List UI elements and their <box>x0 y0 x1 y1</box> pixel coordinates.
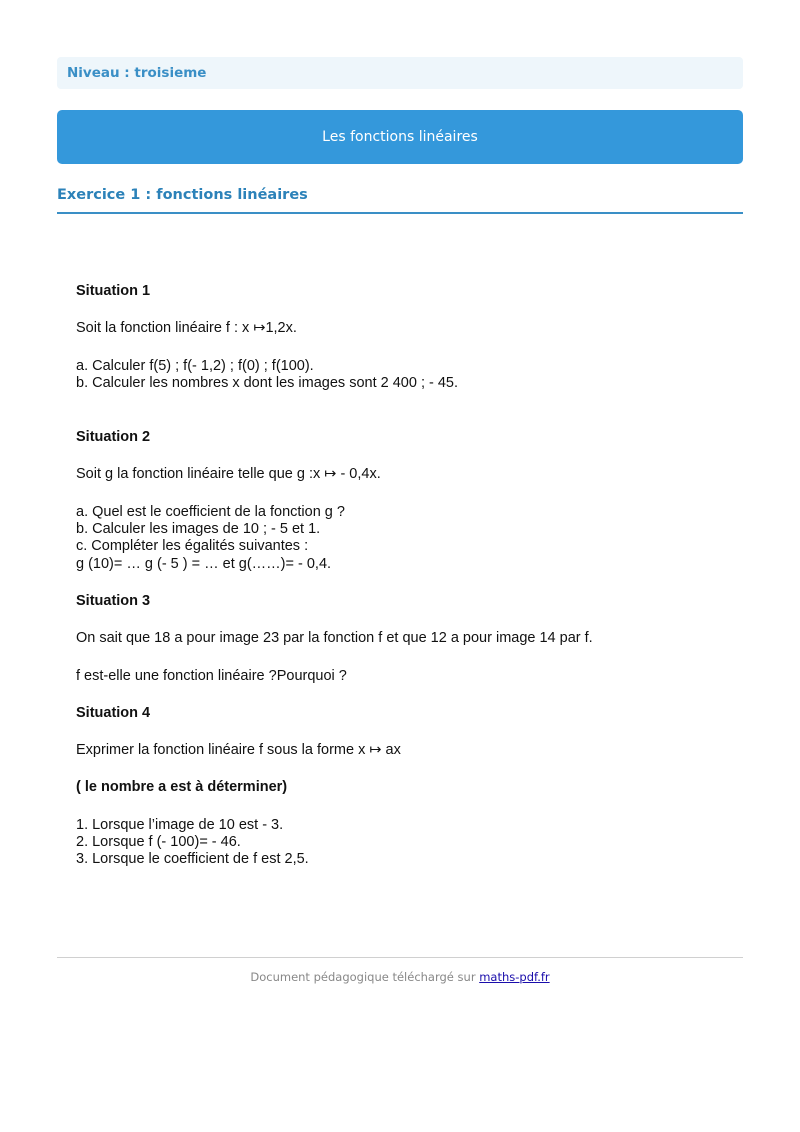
situation-4-line: 1. Lorsque l’image de 10 est - 3. <box>76 816 284 833</box>
exercise-heading: Exercice 1 : fonctions linéaires <box>57 183 743 214</box>
situation-4-intro: Exprimer la fonction linéaire f sous la forme x ↦ ax <box>76 742 401 759</box>
situation-4-note: ( le nombre a est à déterminer) <box>76 779 288 796</box>
situation-1-line: b. Calculer les nombres x dont les images sont 2 400 ; - 45. <box>76 374 459 391</box>
situation-3-title: Situation 3 <box>76 592 151 609</box>
situation-4-line: 2. Lorsque f (- 100)= - 46. <box>76 834 241 851</box>
situation-4-line: 3. Lorsque le coefficient de f est 2,5. <box>76 851 309 868</box>
page-title: Les fonctions linéaires <box>57 110 743 164</box>
situation-2-intro: Soit g la fonction linéaire telle que g :x ↦ - 0,4x. <box>76 466 381 483</box>
situation-3-intro: On sait que 18 a pour image 23 par la fonction f et que 12 a pour image 14 par f. <box>76 630 593 647</box>
footer-divider <box>57 957 743 958</box>
situation-2-line: a. Quel est le coefficient de la fonction g ? <box>76 503 345 520</box>
situation-2-title: Situation 2 <box>76 429 151 446</box>
situation-1-line: a. Calculer f(5) ; f(- 1,2) ; f(0) ; f(100). <box>76 357 314 374</box>
situation-2-line: c. Compléter les égalités suivantes : <box>76 538 309 555</box>
exercise-content <box>76 283 736 869</box>
situation-1-title: Situation 1 <box>76 283 151 299</box>
situation-4-title: Situation 4 <box>76 704 151 721</box>
situation-2-line: b. Calculer les images de 10 ; - 5 et 1. <box>76 521 321 538</box>
footer-text: Document pédagogique téléchargé sur <box>250 970 476 984</box>
footer <box>57 970 743 984</box>
situation-1-intro: Soit la fonction linéaire f : x ↦1,2x. <box>76 320 297 337</box>
situation-2-line: g (10)= … g (- 5 ) = … et g(……)= - 0,4. <box>76 555 332 572</box>
situation-3-question: f est-elle une fonction linéaire ?Pourquoi ? <box>76 667 347 684</box>
level-label: Niveau : troisieme <box>57 57 743 89</box>
footer-link[interactable]: maths-pdf.fr <box>479 970 550 984</box>
